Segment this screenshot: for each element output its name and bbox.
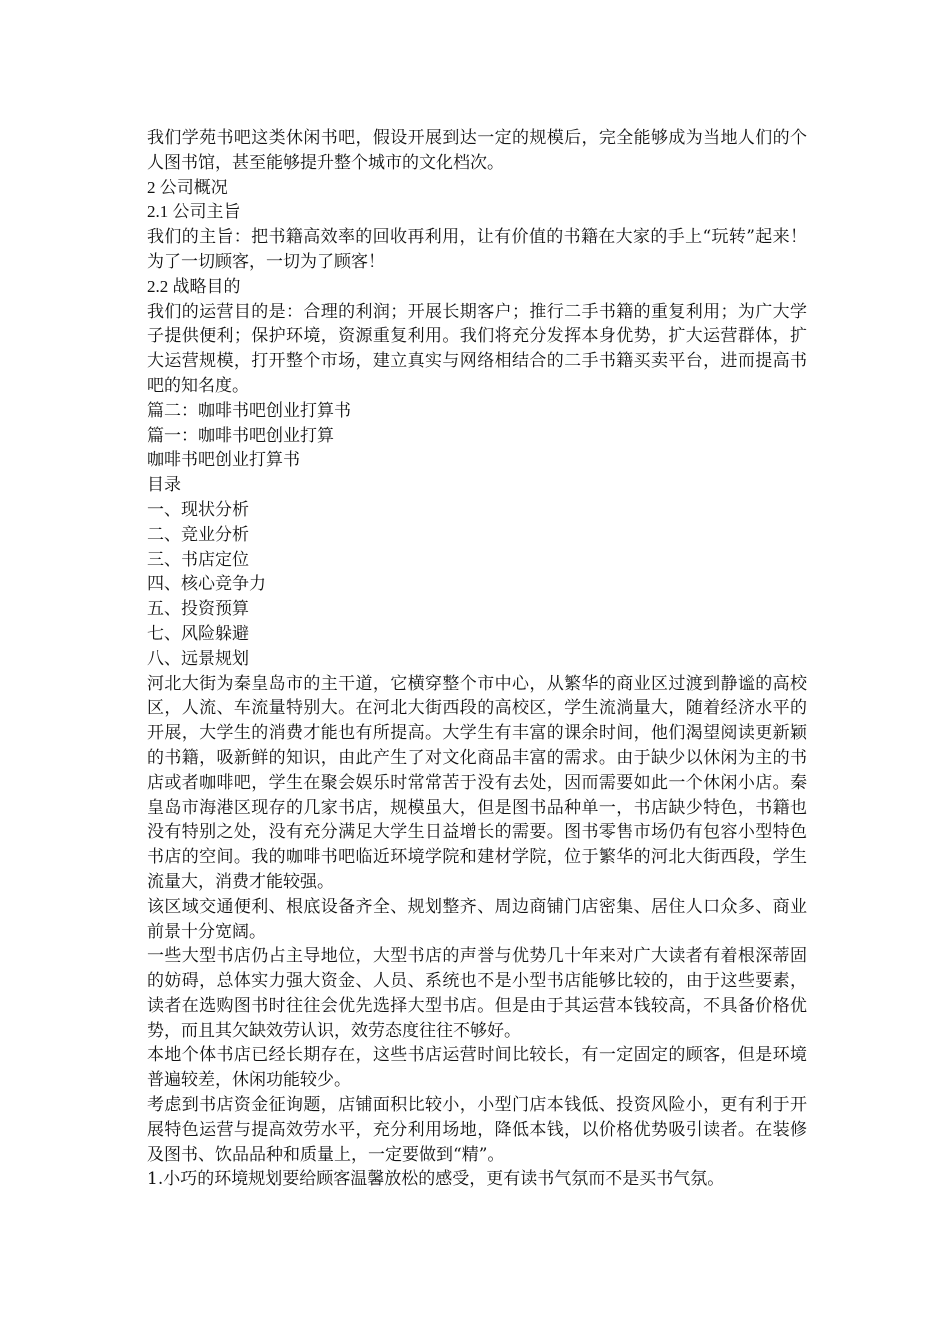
subsection-heading-company-purpose: 2.1 公司主旨 bbox=[147, 202, 241, 222]
plan-title: 咖啡书吧创业打算书 bbox=[147, 450, 300, 471]
strategy-paragraph: 我们的运营目的是：合理的利润；开展长期客户；推行二手书籍的重复利用；为广大学子提供便利；保护环境，资源重复利用。我们将充分发挥本身优势，扩大运营群体，扩大运营规模，打开整个市场，建立真实与网络相结合的二手书籍买卖平台，进而提高书吧的知名度。 bbox=[147, 301, 807, 396]
toc-item: 一、现状分析 bbox=[147, 499, 249, 520]
purpose-paragraph: 我们的主旨：把书籍高效率的回收再利用，让有价值的书籍在大家的手上“玩转”起来！ 为了一切顾客，一切为了顾客！ bbox=[147, 227, 824, 272]
competition-local-stores-paragraph: 本地个体书店已经长期存在，这些书店运营时间比较长，有一定固定的顾客，但是环境普遍较差，休闲功能较少。 bbox=[147, 1045, 807, 1091]
environment-point-paragraph: 1.小巧的环境规划要给顾客温馨放松的感受，更有读书气氛而不是买书气氛。 bbox=[147, 1169, 725, 1190]
chapter-heading-part-two: 篇二：咖啡书吧创业打算书 bbox=[147, 400, 351, 421]
toc-item: 八、远景规划 bbox=[147, 648, 249, 669]
toc-item: 三、书店定位 bbox=[147, 549, 249, 570]
intro-paragraph: 我们学苑书吧这类休闲书吧，假设开展到达一定的规模后，完全能够成为当地人们的个人图书馆，甚至能够提升整个城市的文化档次。 bbox=[147, 128, 807, 173]
chapter-heading-part-one: 篇一：咖啡书吧创业打算 bbox=[147, 425, 334, 446]
toc-item: 七、风险躲避 bbox=[147, 623, 249, 644]
subsection-heading-strategic-goal: 2.2 战略目的 bbox=[147, 276, 241, 296]
location-paragraph: 该区域交通便利、根底设备齐全、规划整齐、周边商铺门店密集、居住人口众多、商业前景十分宽阔。 bbox=[147, 896, 807, 942]
market-analysis-paragraph: 河北大街为秦皇岛市的主干道，它横穿整个市中心，从繁华的商业区过渡到静谧的高校区，人流、车流量特别大。在河北大街西段的高校区，学生流淌量大，随着经济水平的开展，大学生的消费才能也有所提高。大学生有丰富的课余时间，他们渴望阅读更新颖的书籍，吸新鲜的知识，由此产生了对文化商品丰富的需求。由于缺少以休闲为主的书店或者咖啡吧，学生在聚会娱乐时常常苦于没有去处，因而需要如此一个休闲小店。秦皇岛市海港区现存的几家书店，规模虽大，但是图书品种单一，书店缺少特色，书籍也没有特别之处，没有充分满足大学生日益增长的需要。图书零售市场仍有包容小型特色书店的空间。我的咖啡书吧临近环境学院和建材学院，位于繁华的河北大街西段，学生流量大，消费才能较强。 bbox=[147, 673, 807, 892]
toc-heading: 目录 bbox=[147, 475, 181, 496]
positioning-paragraph: 考虑到书店资金征询题，店铺面积比较小，小型门店本钱低、投资风险小，更有利于开展特色运营与提高效劳水平，充分利用场地，降低本钱，以价格优势吸引读者。在装修及图书、饮品品种和质量上，一定要做到“精”。 bbox=[147, 1095, 807, 1165]
competition-large-stores-paragraph: 一些大型书店仍占主导地位，大型书店的声誉与优势几十年来对广大读者有着根深蒂固的妨碍，总体实力强大资金、人员、系统也不是小型书店能够比较的，由于这些要素，读者在选购图书时往往会优先选择大型书店。但是由于其运营本钱较高，不具备价格优势，而且其欠缺效劳认识，效劳态度往往不够好。 bbox=[147, 946, 807, 1041]
section-heading-company-overview: 2 公司概况 bbox=[147, 177, 228, 197]
document-body bbox=[147, 126, 824, 1192]
toc-item: 四、核心竞争力 bbox=[147, 574, 266, 595]
toc-item: 二、竞业分析 bbox=[147, 524, 249, 545]
toc-item: 五、投资预算 bbox=[147, 599, 249, 620]
